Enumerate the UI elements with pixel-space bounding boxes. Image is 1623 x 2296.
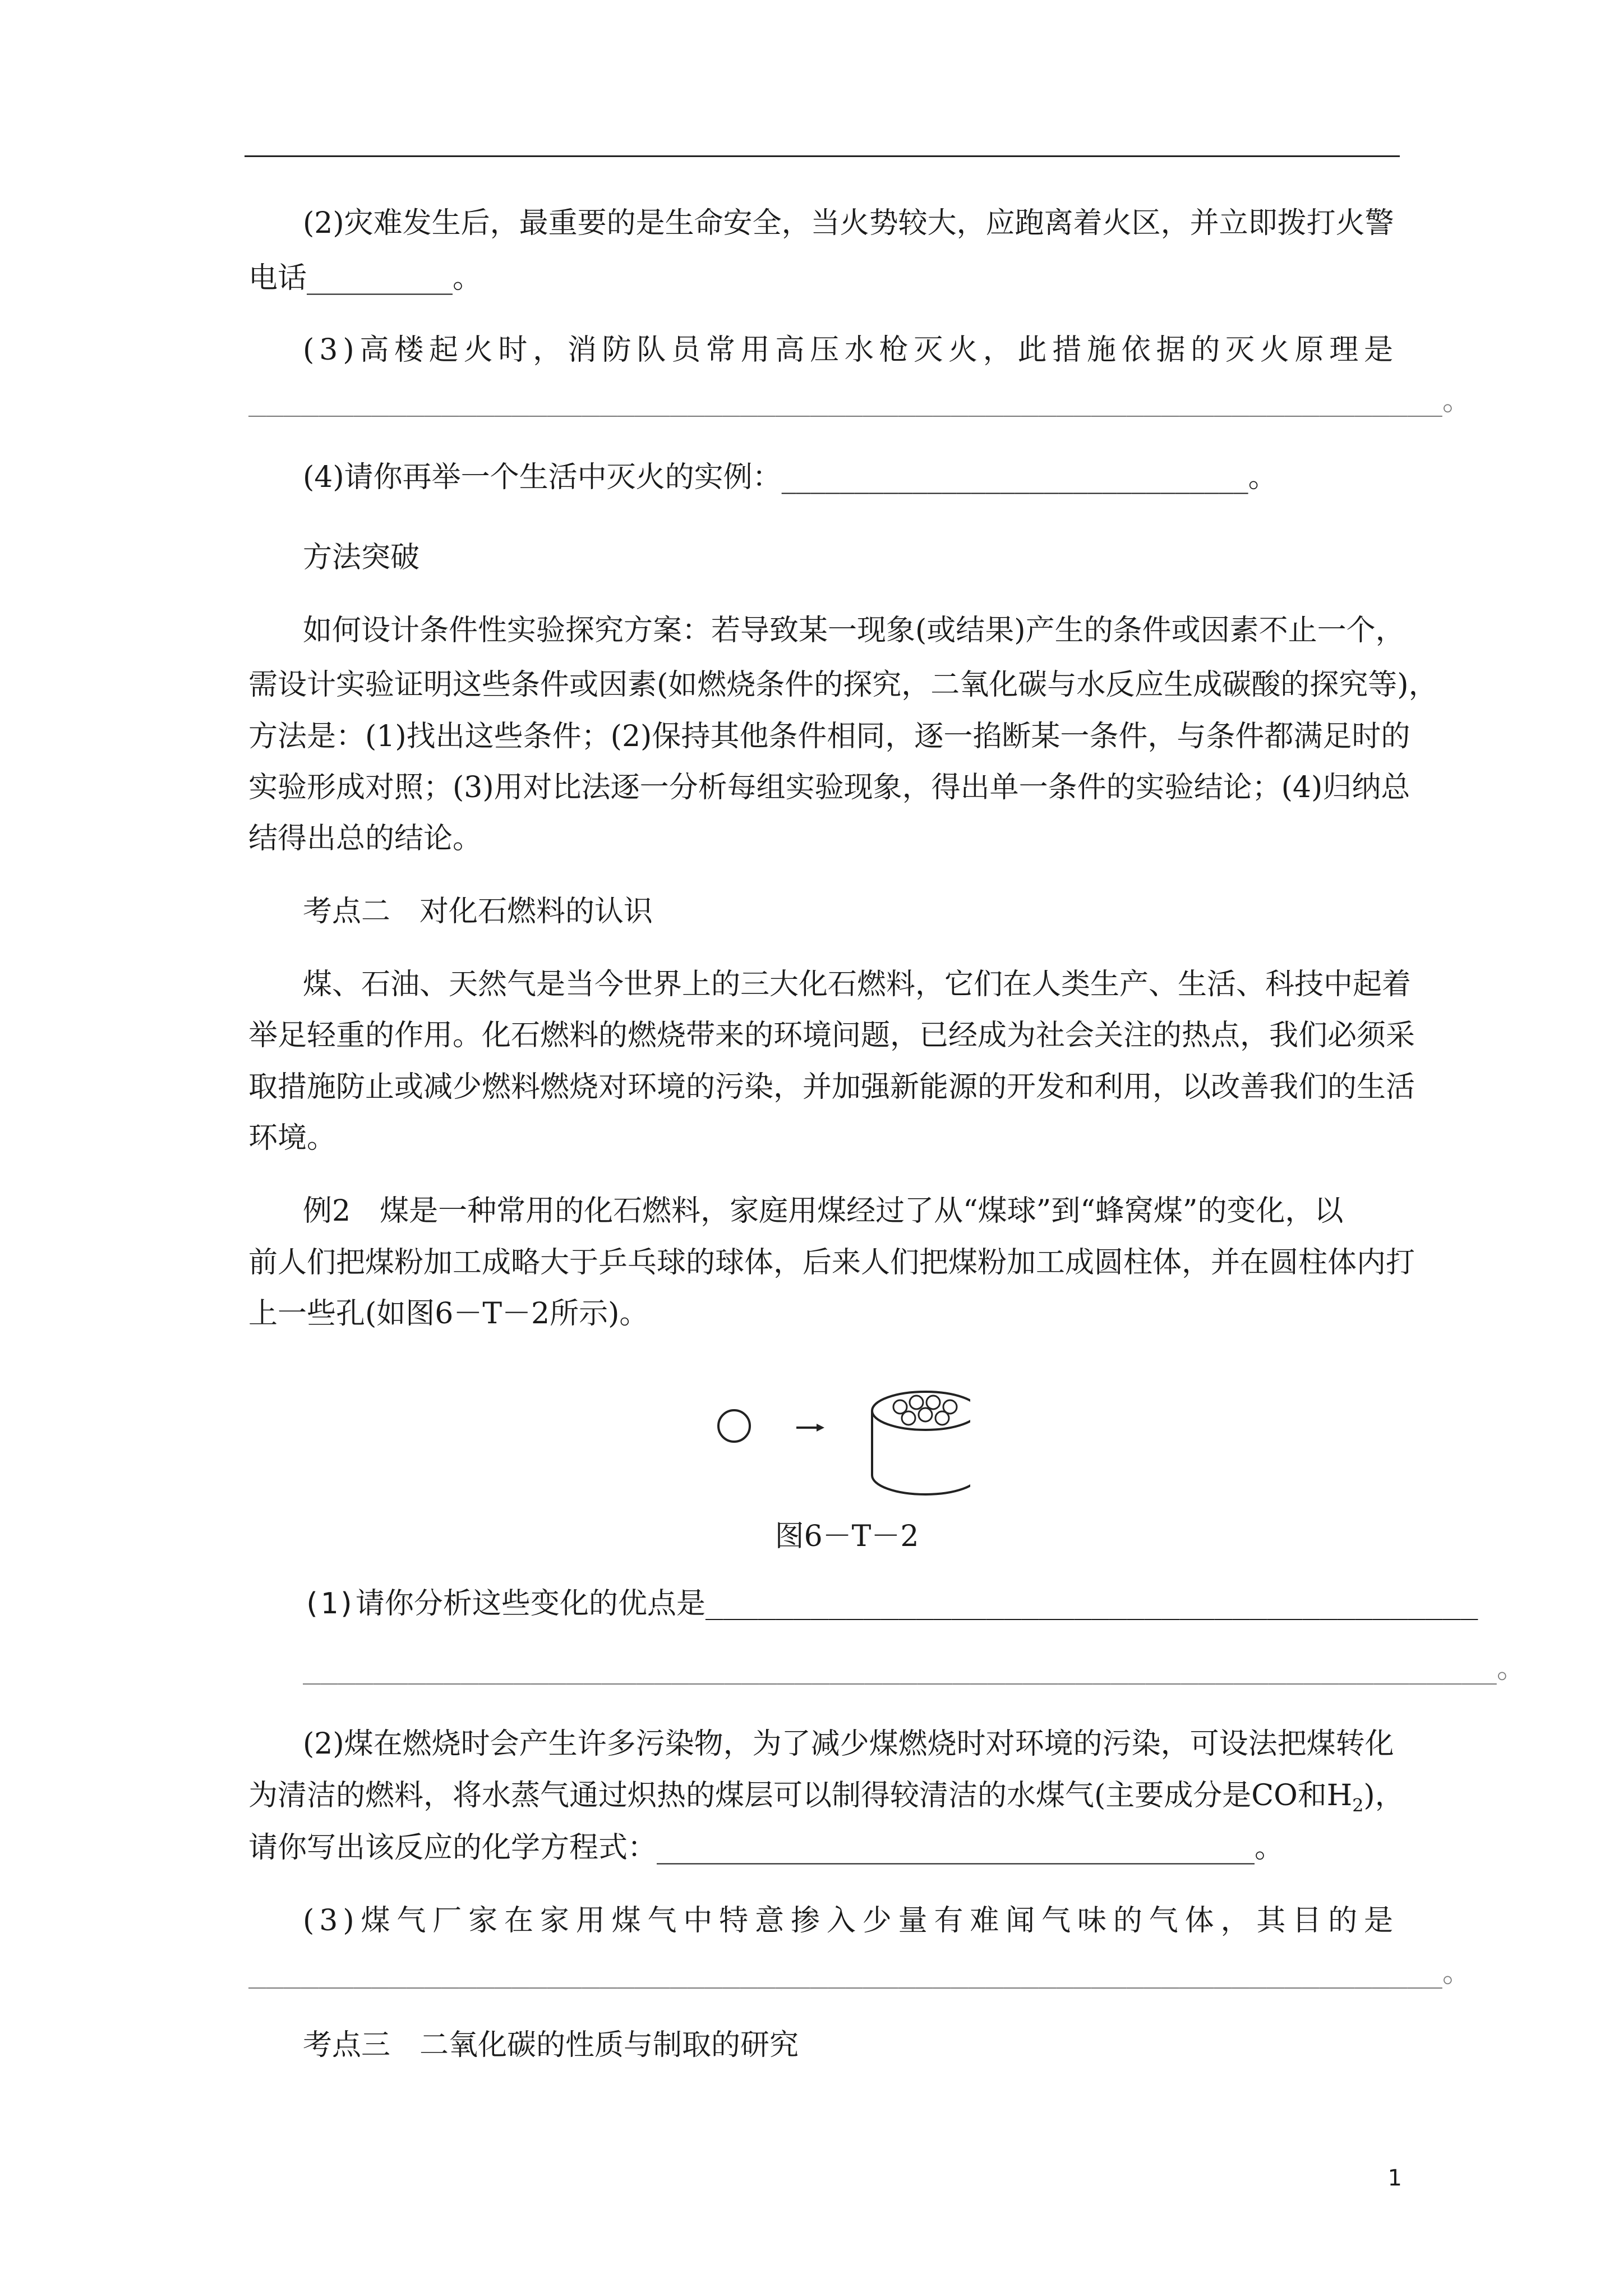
example2-q3-line-1: (3)煤气厂家在家用煤气中特意掺入少量有难闻气味的气体，其目的是: [303, 1904, 1398, 1938]
example2-line-1: 例2 煤是一种常用的化石燃料，家庭用煤经过了从“煤球”到“蜂窝煤”的变化，以: [303, 1194, 1344, 1228]
method-line-5: 结得出总的结论。: [248, 822, 482, 855]
example2-q2-line-3: 请你写出该反应的化学方程式：_________________________________________。: [248, 1831, 1284, 1865]
figure-caption: 图6－T－2: [774, 1520, 919, 1553]
example2-q1-line-1: (1)请你分析这些变化的优点是____________________________________________: [303, 1587, 1478, 1621]
example2-line-2: 前人们把煤粉加工成略大于乒乓球的球体，后来人们把煤粉加工成圆柱体，并在圆柱体内打: [248, 1246, 1415, 1280]
point2-line-3: 取措施防止或减少燃料燃烧对环境的污染，并加强新能源的开发和利用，以改善我们的生活: [248, 1070, 1415, 1104]
method-line-3: 方法是：(1)找出这些条件；(2)保持其他条件相同，逐一掐断某一条件，与条件都满足时的: [248, 720, 1410, 753]
point2-line-4: 环境。: [248, 1121, 336, 1155]
coal-ball-icon: [718, 1410, 750, 1442]
point2-title: 考点二 对化石燃料的认识: [303, 895, 653, 928]
h2-subscript: 2: [1352, 1795, 1364, 1816]
coal-ball-to-honeycomb-figure: [712, 1363, 970, 1520]
page-number: 1: [1387, 2165, 1402, 2191]
arrow-icon: [796, 1424, 824, 1432]
q3-answer-line: ____________________________________________________________________。: [248, 384, 1472, 417]
honeycomb-briquette-icon: [872, 1392, 970, 1494]
example2-q2-line-2-end: )，: [1363, 1779, 1404, 1812]
example2-q2-line-2-text: 为清洁的燃料，将水蒸气通过炽热的煤层可以制得较清洁的水煤气(主要成分是CO和H: [248, 1779, 1353, 1812]
method-line-1: 如何设计条件性实验探究方案：若导致某一现象(或结果)产生的条件或因素不止一个，: [303, 614, 1405, 647]
q4-line: (4)请你再举一个生活中灭火的实例：________________________________。: [303, 461, 1278, 494]
method-title: 方法突破: [303, 541, 420, 574]
q3-line-1: (3)高楼起火时，消防队员常用高压水枪灭火，此措施依据的灭火原理是: [303, 333, 1398, 367]
q2-line-1: (2)灾难发生后，最重要的是生命安全，当火势较大，应跑离着火区，并立即拨打火警: [303, 206, 1394, 240]
point3-title: 考点三 二氧化碳的性质与制取的研究: [303, 2028, 799, 2062]
q2-line-2: 电话__________。: [248, 261, 482, 295]
method-line-2: 需设计实验证明这些条件或因素(如燃烧条件的探究，二氧化碳与水反应生成碳酸的探究等)，: [248, 668, 1438, 702]
example2-q1-answer-line: ____________________________________________________________________。: [303, 1651, 1526, 1685]
example2-q2-line-1: (2)煤在燃烧时会产生许多污染物，为了减少煤燃烧时对环境的污染，可设法把煤转化: [303, 1727, 1394, 1761]
example2-line-3: 上一些孔(如图6－T－2所示)。: [248, 1297, 649, 1331]
point2-line-1: 煤、石油、天然气是当今世界上的三大化石燃料，它们在人类生产、生活、科技中起着: [303, 968, 1412, 1001]
header-rule: [245, 155, 1400, 157]
point2-line-2: 举足轻重的作用。化石燃料的燃烧带来的环境问题，已经成为社会关注的热点，我们必须采: [248, 1019, 1415, 1052]
method-line-4: 实验形成对照；(3)用对比法逐一分析每组实验现象，得出单一条件的实验结论；(4)归纳总: [248, 771, 1410, 804]
example2-q3-answer-line: ____________________________________________________________________。: [248, 1955, 1472, 1989]
